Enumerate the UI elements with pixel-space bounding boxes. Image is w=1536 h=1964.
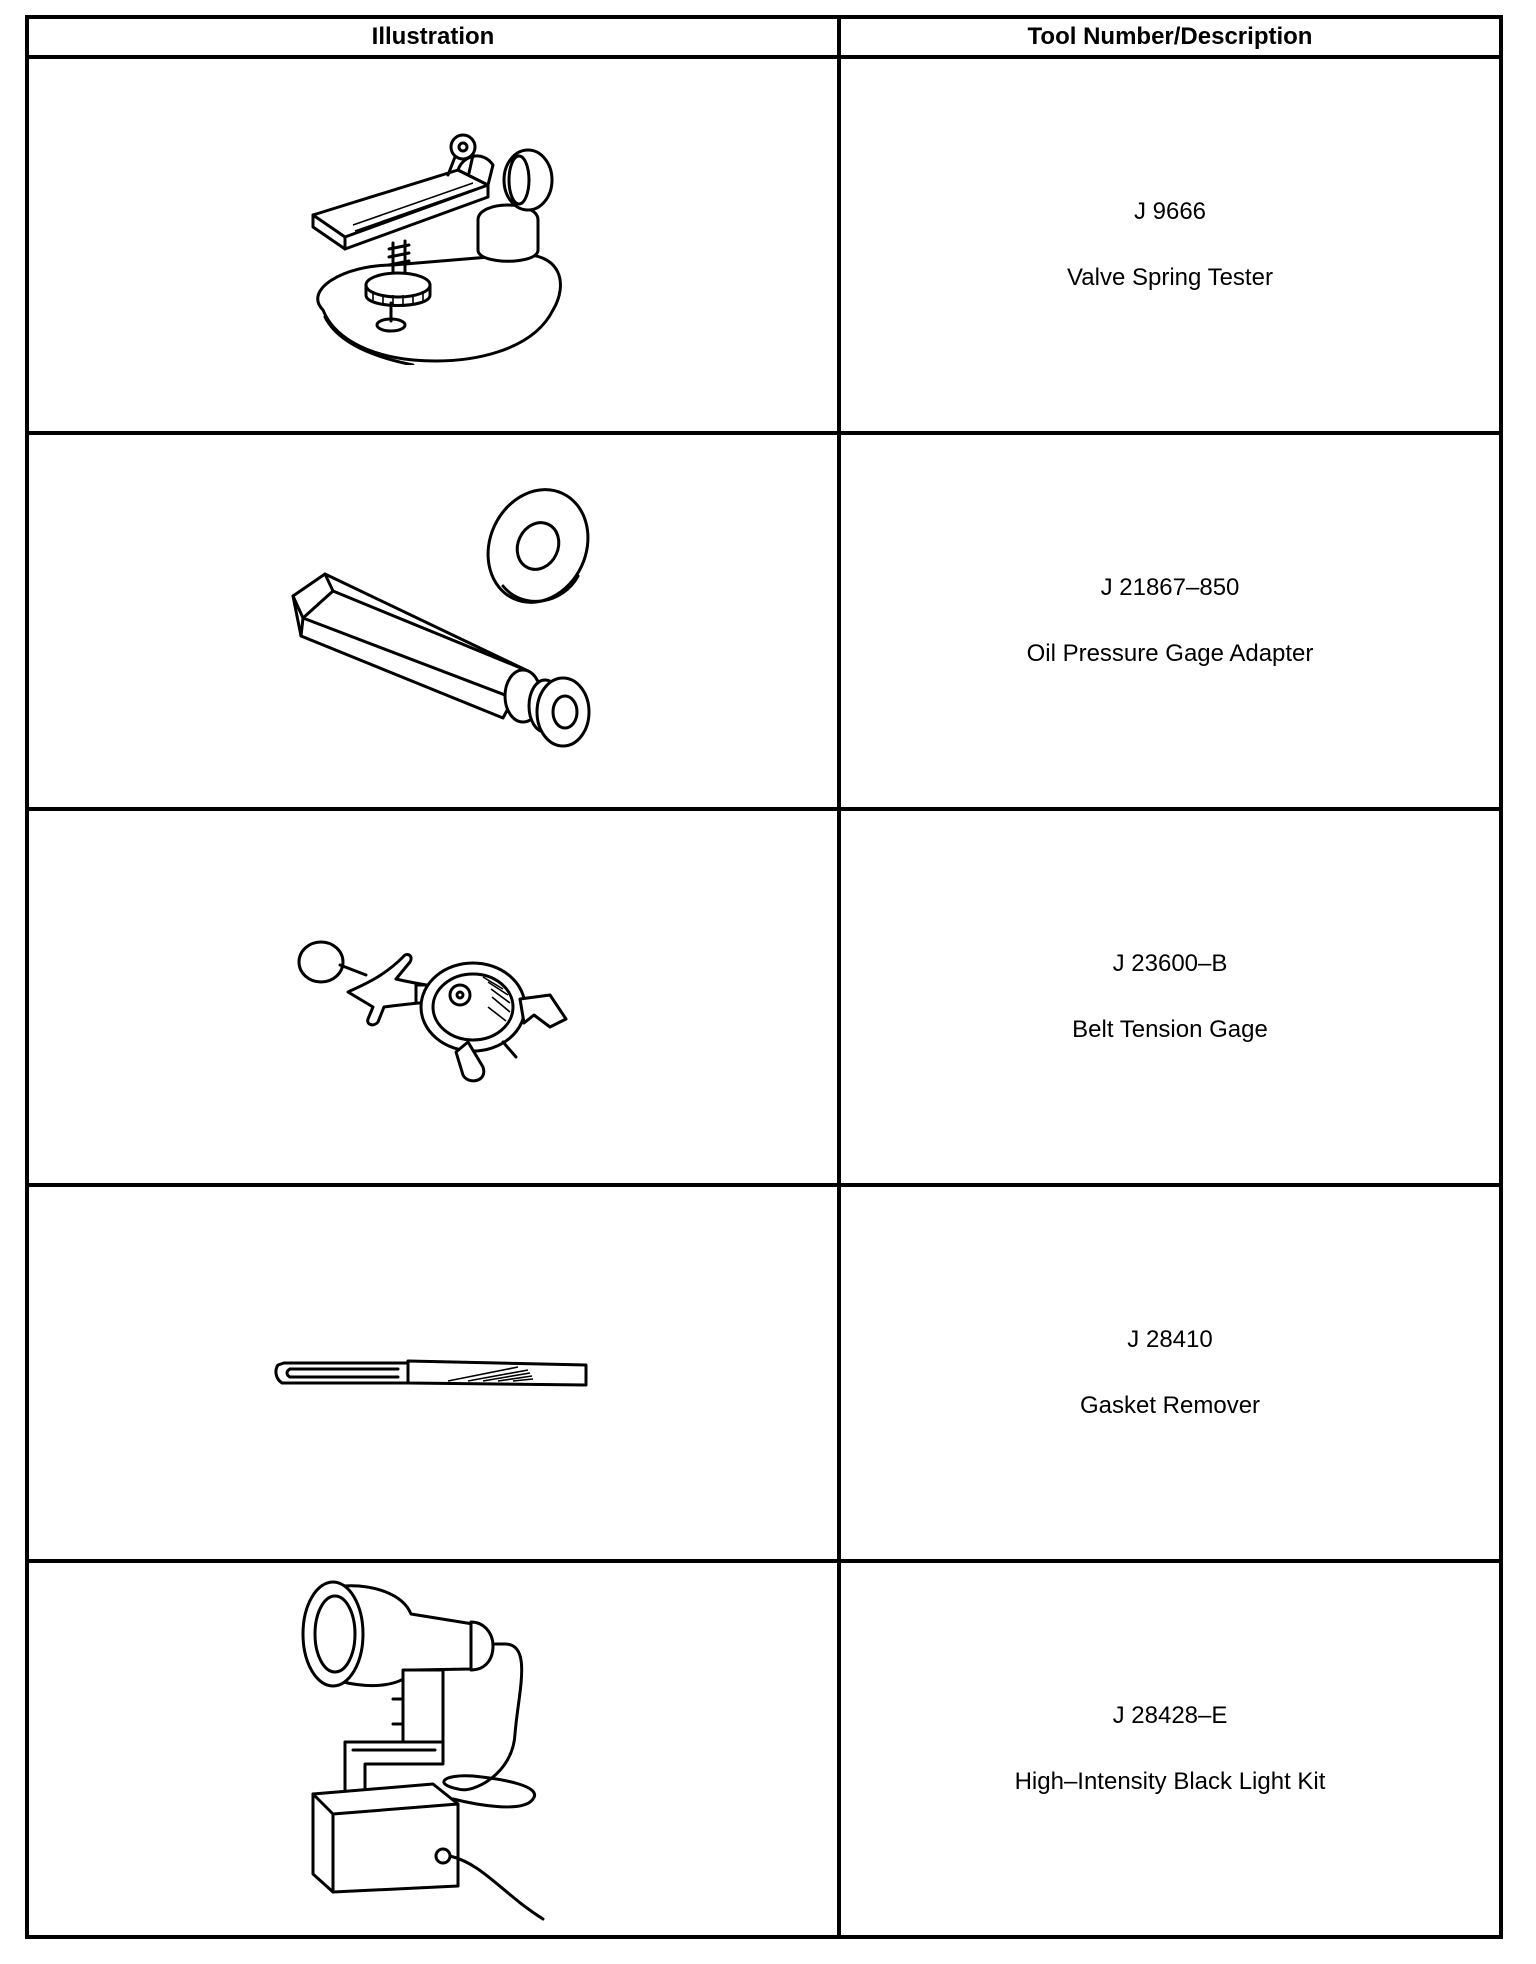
illustration-cell <box>27 1561 839 1937</box>
illustration-cell <box>27 433 839 809</box>
header-tool-number-description: Tool Number/Description <box>839 17 1501 57</box>
description-cell <box>839 1561 1501 1937</box>
belt-tension-gage-icon <box>288 907 578 1087</box>
gasket-remover-icon <box>268 1343 598 1403</box>
description-cell <box>839 57 1501 433</box>
header-illustration: Illustration <box>27 17 839 57</box>
table-row <box>27 1185 1501 1561</box>
illustration-cell <box>27 57 839 433</box>
tools-table <box>25 15 1503 1939</box>
table-row <box>27 433 1501 809</box>
description-cell <box>839 1185 1501 1561</box>
description-cell <box>839 433 1501 809</box>
tool-description: Oil Pressure Gage Adapter <box>1026 640 1314 667</box>
tool-number: J 28428–E <box>1112 1702 1228 1729</box>
oil-pressure-gage-adapter-icon <box>273 486 593 756</box>
tool-description: Valve Spring Tester <box>1067 264 1273 291</box>
tool-number: J 23600–B <box>1112 950 1228 977</box>
tool-number: J 21867–850 <box>1100 574 1240 601</box>
tool-number: J 9666 <box>1133 198 1207 225</box>
table-row <box>27 809 1501 1185</box>
valve-spring-tester-icon <box>283 125 583 365</box>
description-cell <box>839 809 1501 1185</box>
tool-number: J 28410 <box>1127 1326 1213 1353</box>
illustration-cell <box>27 1185 839 1561</box>
black-light-kit-icon <box>293 1574 573 1924</box>
tool-description: Belt Tension Gage <box>1072 1016 1268 1043</box>
table-row <box>27 57 1501 433</box>
illustration-cell <box>27 809 839 1185</box>
table-row <box>27 1561 1501 1937</box>
tool-description: Gasket Remover <box>1079 1392 1261 1419</box>
table-header-row <box>27 17 1501 57</box>
tool-description: High–Intensity Black Light Kit <box>1014 1768 1326 1795</box>
